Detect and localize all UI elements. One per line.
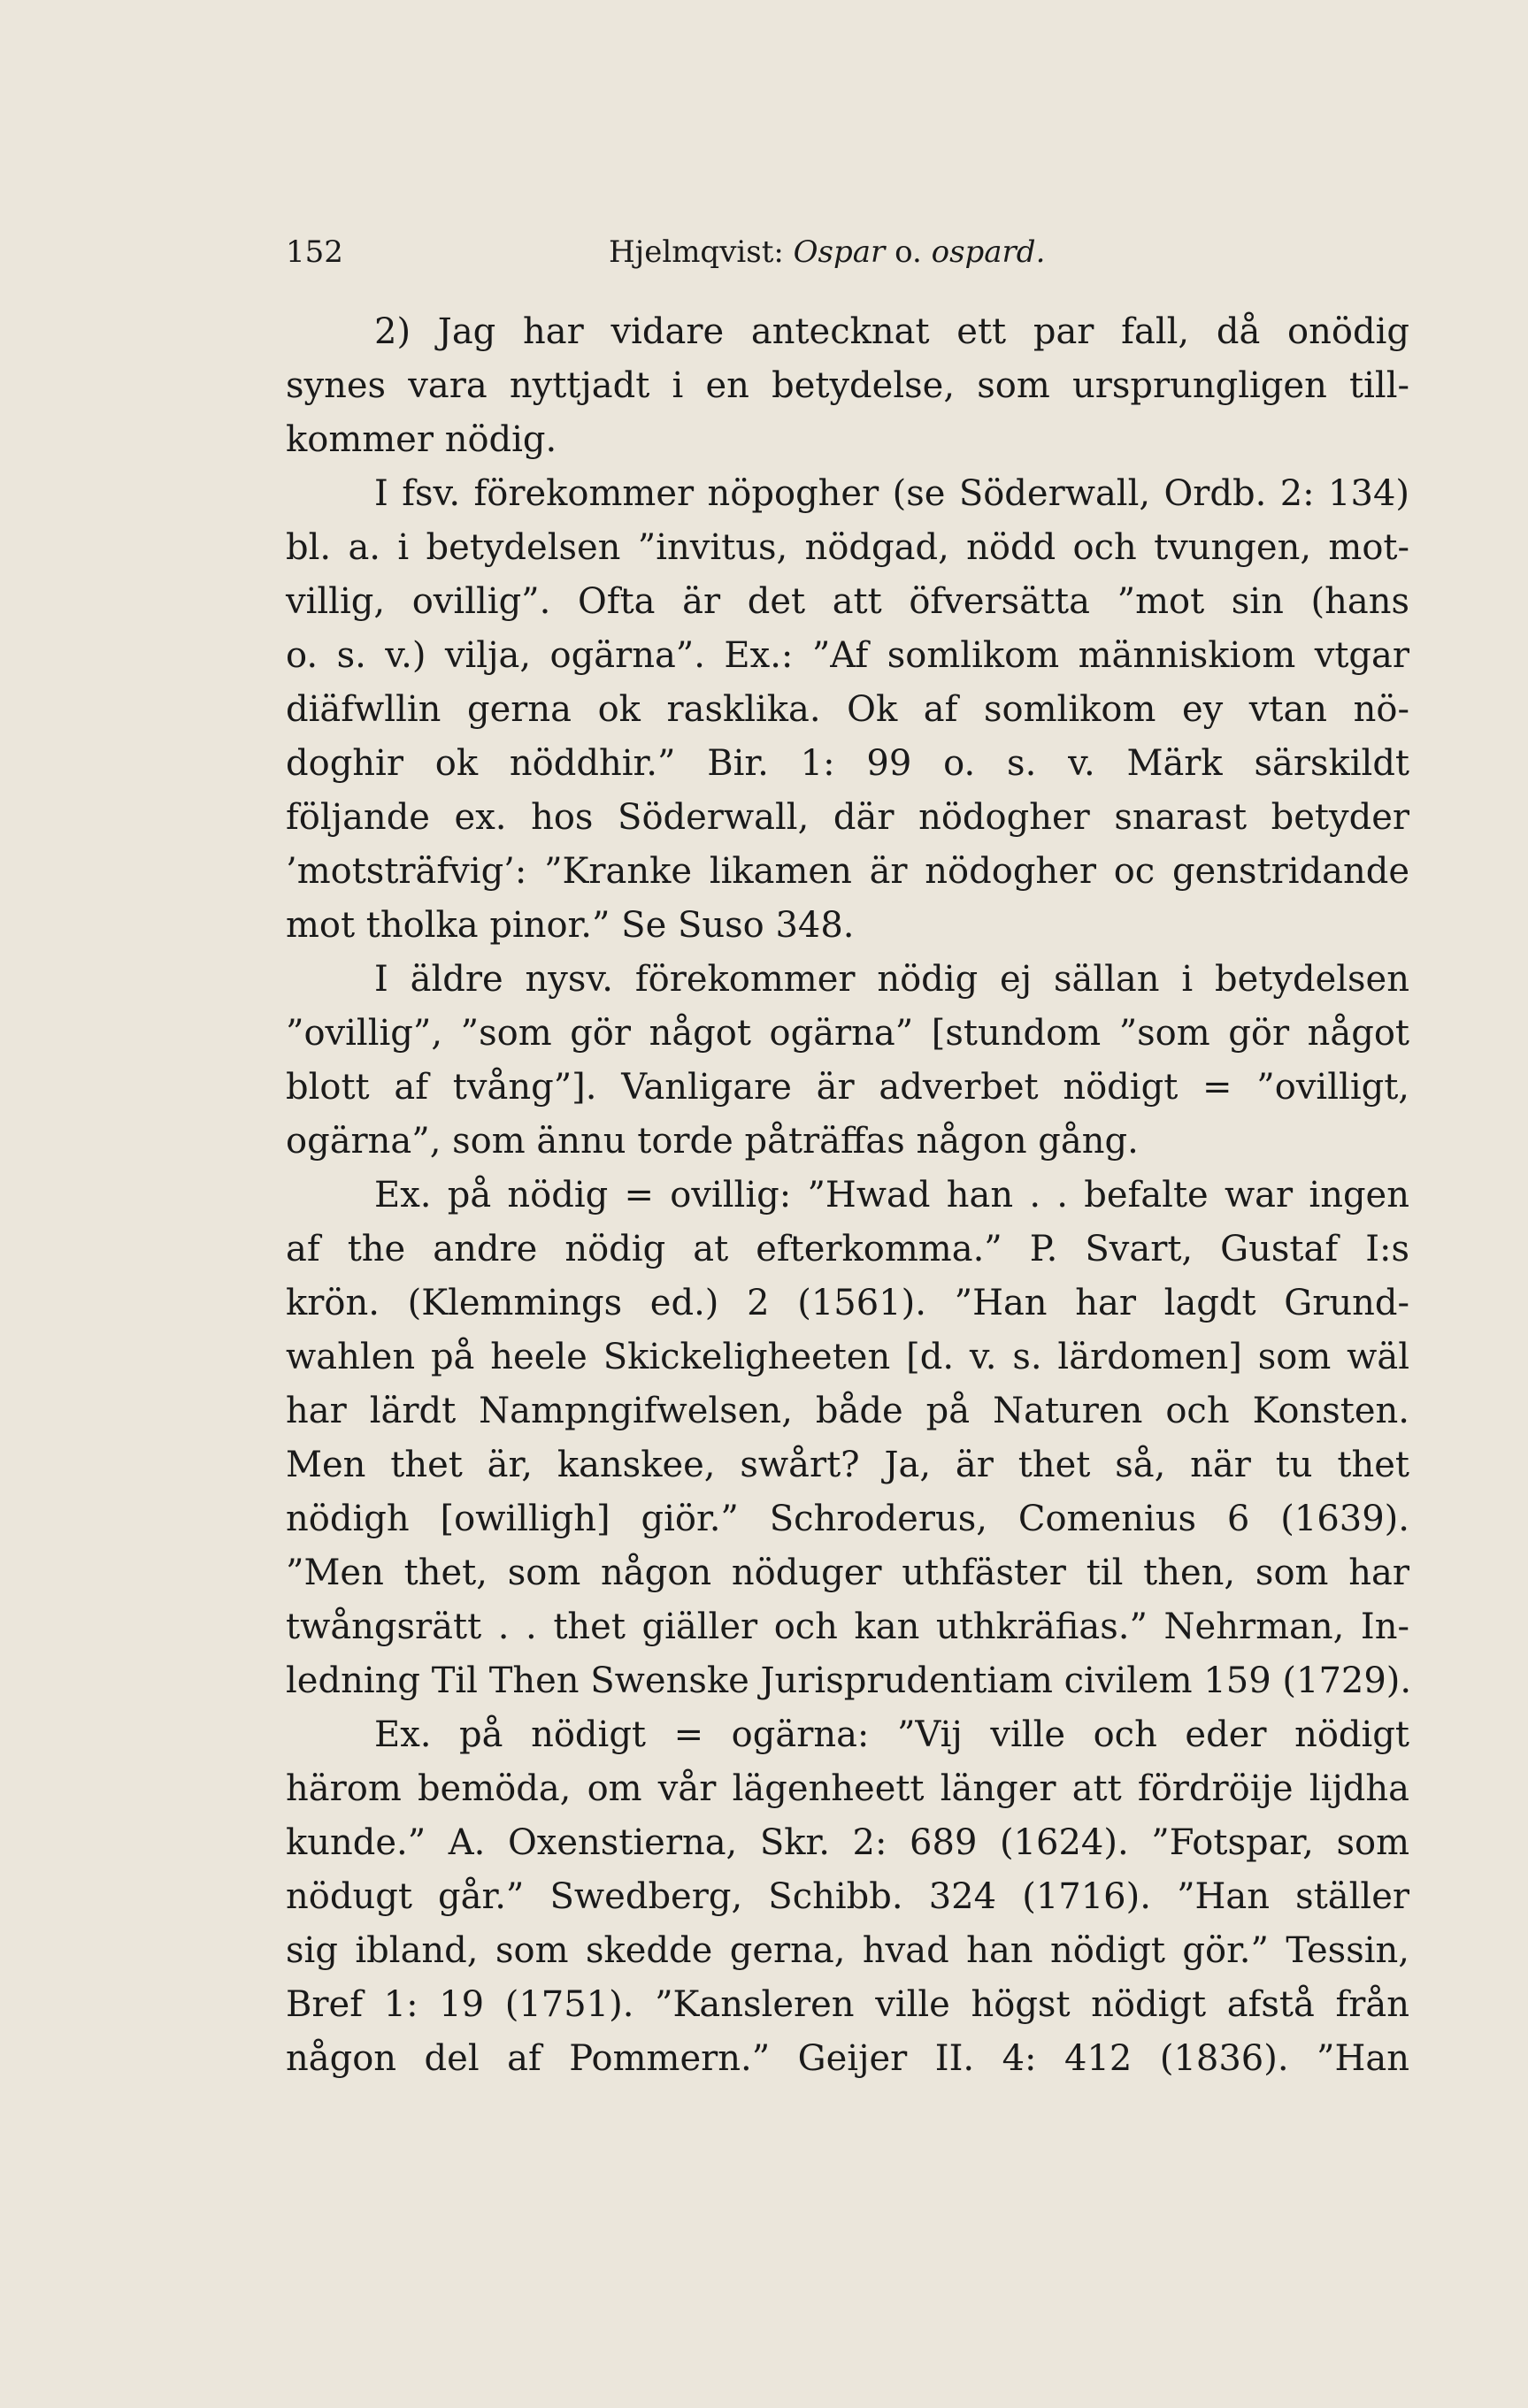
- text-line: I äldre nysv. förekommer nödig ej sällan i betydelsen: [374, 959, 1409, 1000]
- text-line: Men thet är, kanskee, swårt? Ja, är thet så, när tu thet: [286, 1445, 1409, 1485]
- text-line: bl. a. i betydelsen ”invitus, nödgad, nödd och tvungen, mot-: [286, 527, 1409, 568]
- text-line: ledning Til Then Swenske Jurisprudentiam civilem 159 (1729).: [286, 1660, 1412, 1701]
- text-line: mot tholka pinor.” Se Suso 348.: [286, 905, 855, 946]
- text-line: kommer nödig.: [286, 419, 557, 460]
- text-line: ’motsträfvig’: ”Kranke likamen är nödogher oc genstridande: [286, 851, 1409, 892]
- text-line: nödigh [owilligh] giör.” Schroderus, Comenius 6 (1639).: [286, 1499, 1409, 1539]
- page-number: 152: [286, 234, 343, 270]
- text-line: synes vara nyttjadt i en betydelse, som ursprungligen till-: [286, 365, 1409, 406]
- body-text: [286, 305, 1412, 2086]
- text-line: sig ibland, som skedde gerna, hvad han nödigt gör.” Tessin,: [286, 1930, 1409, 1971]
- text-line: wahlen på heele Skickeligheeten [d. v. s. lärdomen] som wäl: [286, 1337, 1409, 1377]
- text-line: ogärna”, som ännu torde påträffas någon gång.: [286, 1121, 1139, 1162]
- author-name: Hjelmqvist:: [609, 234, 784, 270]
- text-line: o. s. v.) vilja, ogärna”. Ex.: ”Af somlikom människiom vtgar: [286, 635, 1409, 676]
- text-line: ”ovillig”, ”som gör något ogärna” [stundom ”som gör något: [286, 1013, 1409, 1054]
- text-line: ”Men thet, som någon nöduger uthfäster til then, som har: [286, 1553, 1409, 1593]
- text-line: krön. (Klemmings ed.) 2 (1561). ”Han har lagdt Grund-: [286, 1283, 1409, 1323]
- text-line: någon del af Pommern.” Geijer II. 4: 412 (1836). ”Han: [286, 2038, 1409, 2079]
- text-line: I fsv. förekommer nöpogher (se Söderwall, Ordb. 2: 134): [374, 473, 1409, 514]
- text-line: 2) Jag har vidare antecknat ett par fall, då onödig: [374, 311, 1409, 352]
- text-line: af the andre nödig at efterkomma.” P. Svart, Gustaf I:s: [286, 1229, 1409, 1269]
- text-line: Ex. på nödigt = ogärna: ”Vij ville och eder nödigt: [374, 1714, 1409, 1755]
- text-line: doghir ok nöddhir.” Bir. 1: 99 o. s. v. Märk särskildt: [286, 743, 1409, 784]
- title-part-2: ospard.: [931, 234, 1046, 270]
- title-part-1: Ospar: [793, 234, 886, 270]
- running-title: [609, 226, 1045, 279]
- text-line: villig, ovillig”. Ofta är det att öfversätta ”mot sin (hans: [286, 581, 1409, 622]
- text-line: kunde.” A. Oxenstierna, Skr. 2: 689 (1624). ”Fotspar, som: [286, 1822, 1409, 1863]
- text-line: härom bemöda, om vår lägenheett länger att fördröije lijdha: [286, 1768, 1409, 1809]
- running-header: [286, 226, 1409, 279]
- text-line: Bref 1: 19 (1751). ”Kansleren ville högst nödigt afstå från: [286, 1984, 1409, 2025]
- text-line: twångsrätt . . thet giäller och kan uthkräfias.” Nehrman, In-: [286, 1607, 1409, 1647]
- text-line: nödugt går.” Swedberg, Schibb. 324 (1716). ”Han ställer: [286, 1876, 1409, 1917]
- title-connector: o.: [895, 234, 922, 270]
- text-line: har lärdt Nampngifwelsen, både på Naturen och Konsten.: [286, 1391, 1409, 1431]
- text-line: diäfwllin gerna ok rasklika. Ok af somlikom ey vtan nö-: [286, 689, 1409, 730]
- text-line: följande ex. hos Söderwall, där nödogher snarast betyder: [286, 797, 1409, 838]
- text-line: blott af tvång”]. Vanligare är adverbet nödigt = ”ovilligt,: [286, 1067, 1409, 1108]
- text-line: Ex. på nödig = ovillig: ”Hwad han . . befalte war ingen: [374, 1175, 1409, 1216]
